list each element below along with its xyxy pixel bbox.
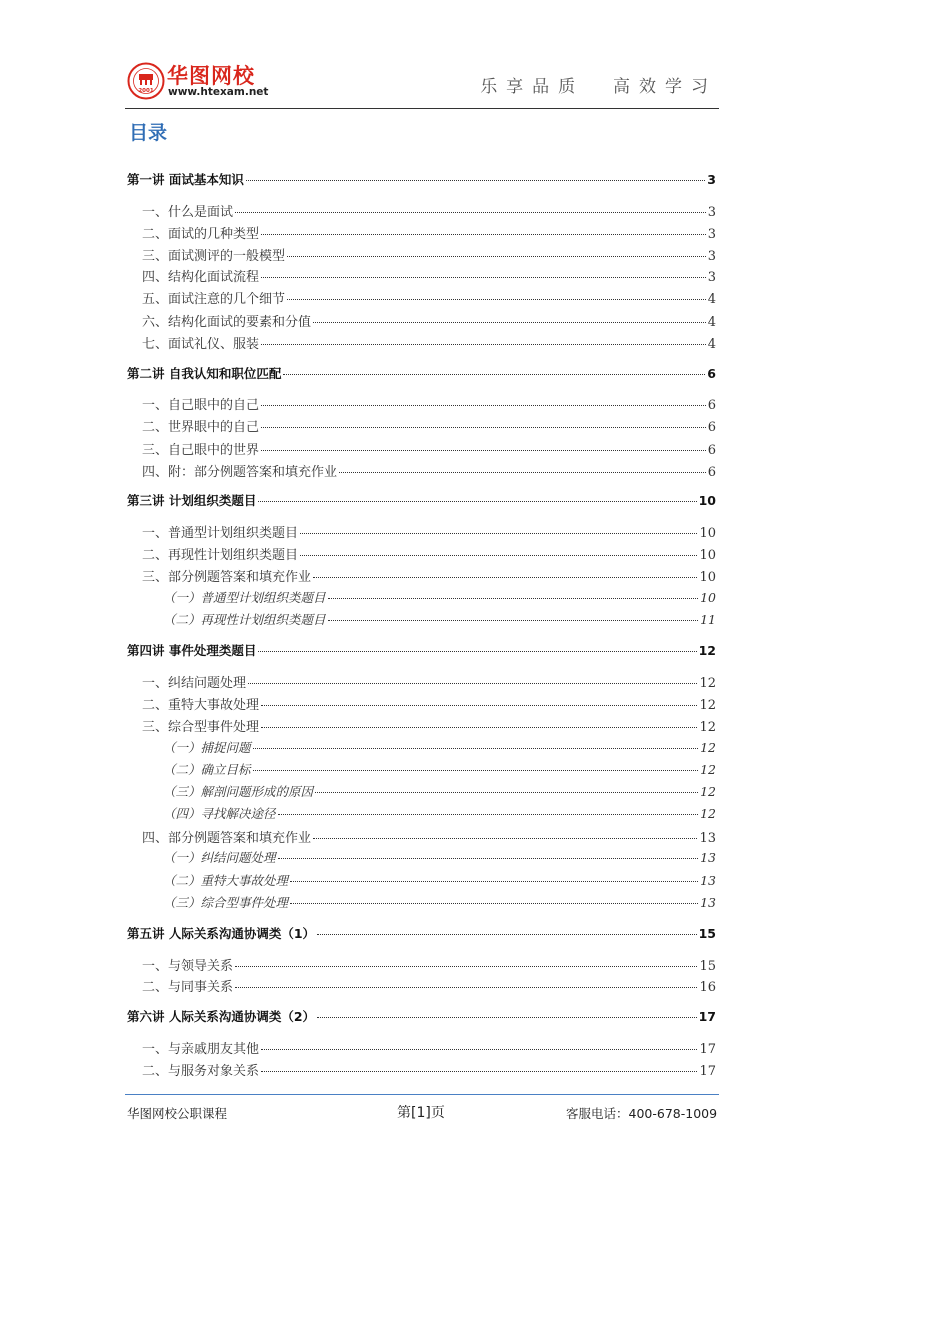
- toc-dot-leader: [313, 838, 697, 839]
- toc-dot-leader: [261, 277, 706, 278]
- toc-section-entry[interactable]: [142, 201, 716, 220]
- toc-entry-label: （二）再现性计划组织类题目: [163, 612, 326, 627]
- toc-subsection-entry[interactable]: [163, 738, 716, 756]
- toc-subsection-entry[interactable]: [163, 804, 716, 822]
- toc-entry-page: 3: [707, 270, 716, 285]
- toc-entry-label: （一）纠结问题处理: [163, 850, 276, 865]
- toc-entry-label: （三）解剖问题形成的原因: [163, 784, 314, 799]
- toc-entry-label: 一、自己眼中的自己: [142, 398, 260, 413]
- toc-entry-page: 12: [699, 698, 716, 713]
- toc-entry-label: 三、自己眼中的世界: [142, 443, 260, 458]
- toc-entry-label: 第六讲 人际关系沟通协调类（2）: [127, 1009, 316, 1024]
- toc-section-entry[interactable]: [142, 827, 716, 846]
- toc-subsection-entry[interactable]: [163, 610, 716, 628]
- toc-entry-page: 13: [700, 895, 716, 910]
- toc-section-entry[interactable]: [142, 245, 716, 264]
- toc-dot-leader: [261, 234, 706, 235]
- toc-entry-label: 二、世界眼中的自己: [142, 420, 260, 435]
- toc-entry-label: （二）重特大事故处理: [163, 873, 289, 888]
- toc-entry-label: 一、普通型计划组织类题目: [142, 526, 299, 541]
- toc-entry-label: 四、结构化面试流程: [142, 270, 260, 285]
- page-title: 目录: [129, 122, 168, 144]
- toc-section-entry[interactable]: [142, 522, 716, 541]
- toc-dot-leader: [258, 501, 696, 502]
- toc-dot-leader: [261, 1049, 697, 1050]
- toc-entry-label: 第四讲 事件处理类题目: [127, 643, 257, 658]
- toc-entry-page: 10: [698, 493, 716, 508]
- toc-entry-page: 10: [700, 590, 716, 605]
- toc-entry-page: 4: [707, 292, 716, 307]
- toc-section-entry[interactable]: [142, 1038, 716, 1057]
- toc-entry-page: 13: [700, 873, 716, 888]
- toc-chapter-entry[interactable]: [127, 491, 716, 509]
- toc-entry-page: 10: [699, 526, 716, 541]
- toc-section-entry[interactable]: [142, 333, 716, 352]
- toc-chapter-entry[interactable]: [127, 1007, 716, 1025]
- page-header: [127, 58, 719, 110]
- toc-entry-page: 17: [698, 1009, 716, 1024]
- toc-section-entry[interactable]: [142, 694, 716, 713]
- toc-section-entry[interactable]: [142, 288, 716, 307]
- toc-entry-page: 6: [707, 443, 716, 458]
- toc-dot-leader: [328, 598, 699, 599]
- toc-entry-label: 三、面试测评的一般模型: [142, 249, 286, 264]
- toc-section-entry[interactable]: [142, 439, 716, 458]
- toc-section-entry[interactable]: [142, 976, 716, 995]
- toc-section-entry[interactable]: [142, 716, 716, 735]
- toc-entry-page: 12: [699, 720, 716, 735]
- page-number: 第[1]页: [397, 1105, 445, 1121]
- toc-entry-page: 6: [707, 465, 716, 480]
- toc-dot-leader: [287, 256, 706, 257]
- toc-subsection-entry[interactable]: [163, 848, 716, 866]
- toc-entry-label: 一、与领导关系: [142, 959, 234, 974]
- toc-entry-label: 三、综合型事件处理: [142, 720, 260, 735]
- toc-section-entry[interactable]: [142, 223, 716, 242]
- toc-dot-leader: [246, 180, 705, 181]
- toc-entry-page: 13: [700, 850, 716, 865]
- toc-entry-page: 13: [699, 831, 716, 846]
- toc-entry-label: 二、再现性计划组织类题目: [142, 548, 299, 563]
- footer-divider: [125, 1094, 719, 1095]
- toc-entry-label: （四）寻找解决途径: [163, 806, 276, 821]
- toc-entry-page: 17: [699, 1042, 716, 1057]
- toc-dot-leader: [261, 344, 706, 345]
- toc-subsection-entry[interactable]: [163, 871, 716, 889]
- toc-dot-leader: [283, 374, 705, 375]
- toc-section-entry[interactable]: [142, 955, 716, 974]
- toc-section-entry[interactable]: [142, 544, 716, 563]
- toc-section-entry[interactable]: [142, 394, 716, 413]
- toc-dot-leader: [278, 814, 699, 815]
- toc-entry-label: 五、面试注意的几个细节: [142, 292, 286, 307]
- toc-dot-leader: [235, 966, 697, 967]
- toc-dot-leader: [315, 792, 698, 793]
- toc-subsection-entry[interactable]: [163, 893, 716, 911]
- toc-entry-page: 3: [707, 172, 716, 187]
- toc-dot-leader: [258, 651, 696, 652]
- toc-entry-page: 3: [707, 249, 716, 264]
- toc-chapter-entry[interactable]: [127, 170, 716, 188]
- toc-entry-label: 二、重特大事故处理: [142, 698, 260, 713]
- brand-name: 华图网校: [167, 64, 255, 88]
- toc-entry-page: 3: [707, 205, 716, 220]
- toc-section-entry[interactable]: [142, 266, 716, 285]
- toc-entry-page: 4: [707, 337, 716, 352]
- toc-entry-label: （一）捕捉问题: [163, 740, 251, 755]
- toc-entry-label: （一）普通型计划组织类题目: [163, 590, 326, 605]
- toc-dot-leader: [261, 405, 706, 406]
- toc-entry-page: 4: [707, 315, 716, 330]
- toc-entry-page: 12: [700, 806, 716, 821]
- toc-subsection-entry[interactable]: [163, 760, 716, 778]
- toc-entry-label: 二、与服务对象关系: [142, 1064, 260, 1079]
- toc-entry-page: 6: [707, 420, 716, 435]
- toc-dot-leader: [261, 727, 697, 728]
- toc-dot-leader: [261, 1071, 697, 1072]
- toc-entry-label: （三）综合型事件处理: [163, 895, 289, 910]
- toc-entry-label: 一、什么是面试: [142, 205, 234, 220]
- toc-dot-leader: [261, 705, 697, 706]
- toc-dot-leader: [253, 770, 699, 771]
- toc-entry-label: 第五讲 人际关系沟通协调类（1）: [127, 926, 316, 941]
- toc-entry-page: 15: [699, 959, 716, 974]
- toc-entry-page: 12: [700, 740, 716, 755]
- toc-dot-leader: [328, 620, 699, 621]
- school-seal-icon: [127, 62, 165, 100]
- toc-dot-leader: [313, 577, 697, 578]
- toc-entry-page: 11: [700, 612, 716, 627]
- toc-entry-label: 二、与同事关系: [142, 980, 234, 995]
- brand-url: www.htexam.net: [168, 86, 269, 98]
- toc-section-entry[interactable]: [142, 672, 716, 691]
- toc-entry-label: 第二讲 自我认知和职位匹配: [127, 366, 282, 381]
- footer-hotline: 客服电话：400-678-1009: [566, 1106, 718, 1121]
- toc-dot-leader: [261, 427, 706, 428]
- toc-dot-leader: [235, 987, 697, 988]
- toc-entry-label: 二、面试的几种类型: [142, 227, 260, 242]
- toc-dot-leader: [278, 858, 699, 859]
- toc-entry-page: 10: [699, 570, 716, 585]
- toc-dot-leader: [313, 322, 706, 323]
- toc-dot-leader: [317, 934, 697, 935]
- toc-entry-label: 四、附：部分例题答案和填充作业: [142, 465, 338, 480]
- toc-entry-page: 10: [699, 548, 716, 563]
- toc-section-entry[interactable]: [142, 566, 716, 585]
- toc-subsection-entry[interactable]: [163, 588, 716, 606]
- toc-chapter-entry[interactable]: [127, 364, 716, 382]
- toc-dot-leader: [261, 450, 706, 451]
- toc-entry-page: 3: [707, 227, 716, 242]
- toc-dot-leader: [300, 555, 697, 556]
- toc-entry-page: 12: [700, 762, 716, 777]
- toc-dot-leader: [253, 748, 699, 749]
- toc-dot-leader: [290, 881, 698, 882]
- toc-entry-label: 三、部分例题答案和填充作业: [142, 570, 312, 585]
- toc-chapter-entry[interactable]: [127, 924, 716, 942]
- toc-entry-label: （二）确立目标: [163, 762, 251, 777]
- header-divider: [125, 108, 719, 109]
- svg-text:2001: 2001: [138, 88, 154, 94]
- toc-entry-label: 六、结构化面试的要素和分值: [142, 315, 312, 330]
- toc-dot-leader: [300, 533, 697, 534]
- toc-dot-leader: [339, 472, 706, 473]
- toc-dot-leader: [317, 1017, 697, 1018]
- toc-entry-label: 一、纠结问题处理: [142, 676, 247, 691]
- toc-entry-page: 12: [700, 784, 716, 799]
- toc-entry-label: 第三讲 计划组织类题目: [127, 493, 257, 508]
- toc-entry-page: 6: [707, 398, 716, 413]
- toc-section-entry[interactable]: [142, 416, 716, 435]
- toc-chapter-entry[interactable]: [127, 641, 716, 659]
- footer-course-name: 华图网校公职课程: [127, 1106, 228, 1121]
- toc-dot-leader: [235, 212, 706, 213]
- toc-subsection-entry[interactable]: [163, 782, 716, 800]
- toc-entry-page: 12: [698, 643, 716, 658]
- toc-section-entry[interactable]: [142, 461, 716, 480]
- toc-entry-page: 15: [698, 926, 716, 941]
- toc-entry-label: 一、与亲戚朋友其他: [142, 1042, 260, 1057]
- toc-entry-page: 17: [699, 1064, 716, 1079]
- toc-section-entry[interactable]: [142, 1060, 716, 1079]
- toc-entry-label: 七、面试礼仪、服装: [142, 337, 260, 352]
- toc-section-entry[interactable]: [142, 311, 716, 330]
- toc-entry-page: 6: [707, 366, 716, 381]
- toc-entry-page: 16: [699, 980, 716, 995]
- toc-entry-page: 12: [699, 676, 716, 691]
- toc-entry-label: 第一讲 面试基本知识: [127, 172, 244, 187]
- toc-dot-leader: [287, 299, 706, 300]
- toc-dot-leader: [248, 683, 697, 684]
- toc-dot-leader: [290, 903, 698, 904]
- header-slogan: 乐享品质 高效学习: [480, 77, 717, 97]
- toc-entry-label: 四、部分例题答案和填充作业: [142, 831, 312, 846]
